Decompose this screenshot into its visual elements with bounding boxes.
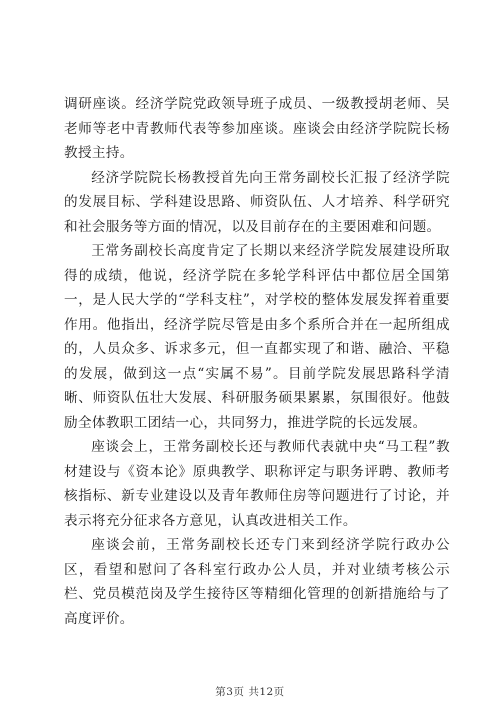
paragraph: 座谈会前，王常务副校长还专门来到经济学院行政办公区，看望和慰问了各科室行政办公人员，并对业绩考核公示栏、党员模范岗及学生接待区等精细化管理的创新措施给与了高度评价。: [64, 537, 450, 627]
paragraph: 调研座谈。经济学院党政领导班子成员、一级教授胡老师、吴老师等老中青教师代表等参加座谈。座谈会由经济学院院长杨教授主持。: [64, 96, 450, 161]
paragraph: 王常务副校长高度肯定了长期以来经济学院发展建设所取得的成绩，他说，经济学院在多轮学科评估中都位居全国第一，是人民大学的“学科支柱”，对学校的整体发展发挥着重要作用。他指出，经济学院尽管是由多个系所合并在一起所组成的，人员众多、诉求多元，但一直都实现了和谐、融洽、平稳的发展，做到这一点“实属不易”。目前学院发展思路科学清晰、师资队伍壮大发展、科研服务硕果累累，氛围很好。他鼓励全体教职工团结一心，共同努力，推进学院的长远发展。: [64, 243, 450, 431]
paragraph: 座谈会上，王常务副校长还与教师代表就中央“马工程”教材建设与《资本论》原典教学、职称评定与职务评聘、教师考核指标、新专业建设以及青年教师住房等问题进行了讨论，并表示将充分征求各方意见，认真改进相关工作。: [64, 439, 450, 529]
page-number-footer: 第3页 共12页: [215, 686, 285, 698]
paragraph: 经济学院院长杨教授首先向王常务副校长汇报了经济学院的发展目标、学科建设思路、师资队伍、人才培养、科学研究和社会服务等方面的情况，以及目前存在的主要困难和问题。: [64, 169, 450, 235]
document-body: [64, 92, 450, 631]
